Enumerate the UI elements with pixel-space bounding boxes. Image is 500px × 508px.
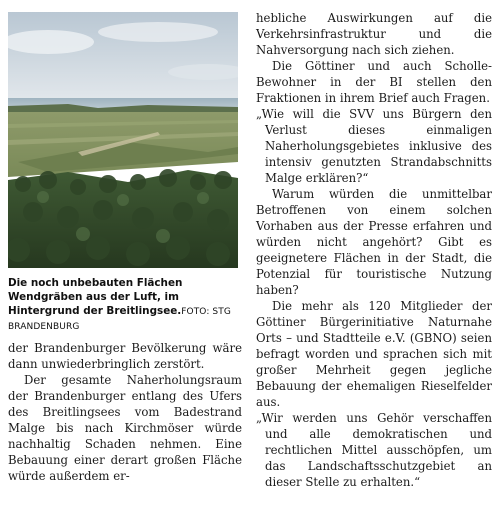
paragraph: der Brandenburger Bevölkerung wäre dann unwiederbringlich zerstört.	[8, 341, 242, 371]
aerial-photo-illustration	[8, 12, 238, 268]
photo-credit: FOTO: STG BRANDENBURG	[8, 307, 231, 332]
photo-caption	[8, 276, 244, 334]
quote-paragraph: „Wie will die SVV uns Bürgern den Verlust dieses einmaligen Naherholungsgebietes inklusive des intensiv genutzten Strandabschnitts Malge erklären?“	[256, 107, 492, 185]
aerial-photo	[8, 12, 238, 268]
paragraph: hebliche Auswirkungen auf die Verkehrsinfrastruktur und die Nahversorgung nach sich ziehen.	[256, 11, 492, 57]
paragraph: Die mehr als 120 Mitglieder der Göttiner Bürgerinitiative Naturnahe Orts – und Stadtteile e.V. (GBNO) seien befragt worden und sprachen sich mit großer Mehrheit gegen jegliche Bebauung der ehemaligen Rieselfelder aus.	[256, 299, 492, 409]
quote-paragraph: „Wir werden uns Gehör verschaffen und alle demokratischen und rechtlichen Mittel ausschöpfen, um das Landschaftsschutzgebiet an dieser Stelle zu erhalten.“	[256, 411, 492, 489]
paragraph: Warum würden die unmittelbar Betroffenen von einem solchen Vorhaben aus der Presse erfahren und würden nicht angehört? Gibt es geeignetere Flächen in der Stadt, die Potenzial für touristische Nutzung haben?	[256, 187, 492, 297]
article-column-left	[8, 340, 242, 484]
caption-text: Die noch unbebauten Flächen Wendgräben aus der Luft, im Hintergrund der Breitlingsee.	[8, 277, 183, 317]
paragraph: Die Göttiner und auch Scholle-Bewohner in der BI stellen den Fraktionen in ihrem Brief auch Fragen.	[256, 59, 492, 105]
paragraph: Der gesamte Naherholungsraum der Brandenburger entlang des Ufers des Breitlingsees vom Badestrand Malge bis nach Kirchmöser würde nachhaltig Schaden nehmen. Eine Bebauung einer derart großen Fläche würde außerdem er-	[8, 373, 242, 483]
article-column-right	[256, 10, 492, 490]
